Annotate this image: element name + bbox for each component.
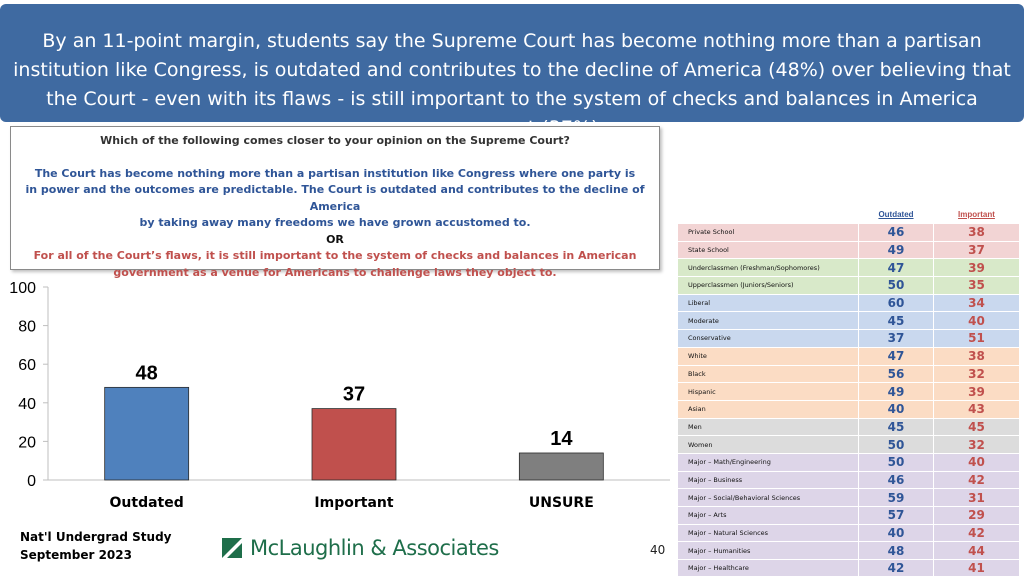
slide-header (0, 4, 1024, 122)
option-important-line-2: government as a venue for Americans to challenge laws they object to. (113, 265, 557, 279)
crosstab-outdated-value: 40 (859, 524, 934, 542)
crosstab-important-value: 43 (934, 400, 1020, 418)
crosstab-row (678, 507, 1020, 525)
crosstab-row (678, 365, 1020, 383)
option-outdated-line-1: The Court has become nothing more than a partisan institution like Congress where one party is (34, 166, 636, 180)
option-outdated-line-3: by taking away many freedoms we have grown accustomed to. (139, 216, 531, 229)
bar-important (312, 409, 396, 480)
crosstab-row-label: Major – Math/Engineering (678, 453, 859, 471)
bar-value-label: 48 (135, 362, 158, 385)
crosstab-row-label: Major – Natural Sciences (678, 524, 859, 542)
crosstab-outdated-value: 45 (859, 312, 934, 330)
crosstab-important-value: 34 (934, 294, 1020, 312)
crosstab-important-value: 32 (934, 436, 1020, 454)
or-label: OR (326, 232, 344, 246)
bars-group (105, 362, 604, 511)
crosstab-row-label: Hispanic (678, 383, 859, 401)
y-tick-label: 100 (9, 280, 36, 297)
option-important-line-1: For all of the Court’s flaws, it is still important to the system of checks and balances in American (33, 249, 637, 262)
crosstab-row-label: Moderate (678, 312, 859, 330)
crosstab-row-label: Asian (678, 400, 859, 418)
crosstab-outdated-value: 49 (859, 241, 934, 259)
crosstab-outdated-value: 48 (859, 542, 934, 560)
crosstab-row-label: Upperclassmen (Juniors/Seniors) (678, 277, 859, 295)
crosstab-outdated-value: 59 (859, 489, 934, 507)
crosstab-row (678, 277, 1020, 295)
crosstab-outdated-value: 56 (859, 365, 934, 383)
logo-text: McLaughlin & Associates (250, 536, 499, 560)
crosstab-row (678, 294, 1020, 312)
question-prompt: Which of the following comes closer to your opinion on the Supreme Court? (100, 134, 570, 147)
crosstab-header-row (678, 205, 1020, 224)
crosstab-outdated-value: 45 (859, 418, 934, 436)
crosstab-row-label: Underclassmen (Freshman/Sophomores) (678, 259, 859, 277)
crosstab-header-outdated: Outdated (859, 205, 934, 224)
crosstab-row (678, 383, 1020, 401)
crosstab-row (678, 489, 1020, 507)
crosstab-row (678, 347, 1020, 365)
crosstab-outdated-value: 49 (859, 383, 934, 401)
y-tick-label: 0 (27, 473, 36, 490)
crosstab-header-blank (678, 205, 859, 224)
crosstab-important-value: 42 (934, 524, 1020, 542)
source-line-2: September 2023 (20, 548, 132, 562)
option-outdated-line-2: in power and the outcomes are predictable. The Court is outdated and contributes to the decline of America (25, 183, 645, 213)
crosstab-outdated-value: 57 (859, 507, 934, 525)
crosstab-important-value: 40 (934, 312, 1020, 330)
crosstab-row-label: Women (678, 436, 859, 454)
y-tick-label: 60 (18, 357, 36, 375)
x-category-label: Important (314, 495, 394, 511)
crosstab-row (678, 418, 1020, 436)
y-tick-label: 40 (18, 395, 36, 413)
bar-unsure (519, 453, 603, 480)
x-category-label: UNSURE (528, 495, 594, 511)
crosstab-important-value: 38 (934, 347, 1020, 365)
bar-value-label: 14 (550, 427, 573, 450)
crosstab-outdated-value: 46 (859, 224, 934, 242)
crosstab-important-value: 42 (934, 471, 1020, 489)
crosstab-row-label: White (678, 347, 859, 365)
crosstab-important-value: 32 (934, 365, 1020, 383)
source-line-1: Nat'l Undergrad Study (20, 530, 172, 544)
crosstab-important-value: 44 (934, 542, 1020, 560)
crosstab-row (678, 241, 1020, 259)
crosstab-row (678, 224, 1020, 242)
crosstab-row (678, 312, 1020, 330)
y-axis (9, 280, 48, 490)
page-number: 40 (650, 543, 666, 557)
crosstab-outdated-value: 60 (859, 294, 934, 312)
crosstab-row-label: Black (678, 365, 859, 383)
crosstab-row (678, 524, 1020, 542)
crosstab-important-value: 41 (934, 560, 1020, 576)
crosstab-important-value: 40 (934, 453, 1020, 471)
crosstab-row-label: Private School (678, 224, 859, 242)
bar-outdated (105, 387, 189, 480)
crosstab-row (678, 436, 1020, 454)
crosstab-important-value: 38 (934, 224, 1020, 242)
crosstab-row-label: Major – Business (678, 471, 859, 489)
crosstab-row-label: Conservative (678, 330, 859, 348)
crosstab-outdated-value: 50 (859, 277, 934, 295)
crosstab-important-value: 29 (934, 507, 1020, 525)
crosstab-important-value: 51 (934, 330, 1020, 348)
crosstab-outdated-value: 50 (859, 453, 934, 471)
crosstab-important-value: 31 (934, 489, 1020, 507)
crosstab-outdated-value: 42 (859, 560, 934, 576)
question-box (10, 126, 660, 279)
crosstab-row-label: Men (678, 418, 859, 436)
crosstab-row (678, 560, 1020, 576)
company-logo (222, 536, 499, 560)
crosstab-row-label: Major – Humanities (678, 542, 859, 560)
crosstab-important-value: 35 (934, 277, 1020, 295)
crosstab-header-important: Important (934, 205, 1020, 224)
logo-mark-icon (222, 538, 242, 558)
crosstab-row-label: Liberal (678, 294, 859, 312)
crosstab-row (678, 471, 1020, 489)
x-category-label: Outdated (109, 495, 184, 511)
crosstab-outdated-value: 46 (859, 471, 934, 489)
crosstab-important-value: 45 (934, 418, 1020, 436)
crosstab-important-value: 37 (934, 241, 1020, 259)
y-tick-label: 80 (18, 318, 36, 336)
crosstab-table (677, 204, 1020, 576)
crosstab-outdated-value: 37 (859, 330, 934, 348)
crosstab-outdated-value: 50 (859, 436, 934, 454)
crosstab-row (678, 330, 1020, 348)
y-tick-label: 20 (18, 434, 36, 452)
crosstab-row (678, 259, 1020, 277)
header-title: By an 11-point margin, students say the Supreme Court has become nothing more than a partisan institution like Congress, is outdated and contributes to the decline of America (48%) over believing that the Court - even with its flaws - is still important to the system of checks and balances in America (13, 30, 1011, 110)
crosstab-outdated-value: 40 (859, 400, 934, 418)
crosstab-important-value: 39 (934, 383, 1020, 401)
crosstab-row-label: State School (678, 241, 859, 259)
crosstab-outdated-value: 47 (859, 347, 934, 365)
bar-chart (0, 270, 670, 520)
crosstab-important-value: 39 (934, 259, 1020, 277)
bar-value-label: 37 (342, 383, 366, 406)
crosstab-row-label: Major – Social/Behavioral Sciences (678, 489, 859, 507)
crosstab-row (678, 542, 1020, 560)
crosstab-row (678, 400, 1020, 418)
crosstab-row-label: Major – Healthcare (678, 560, 859, 576)
source-note (20, 528, 171, 564)
crosstab-row (678, 453, 1020, 471)
crosstab-row-label: Major – Arts (678, 507, 859, 525)
crosstab-outdated-value: 47 (859, 259, 934, 277)
